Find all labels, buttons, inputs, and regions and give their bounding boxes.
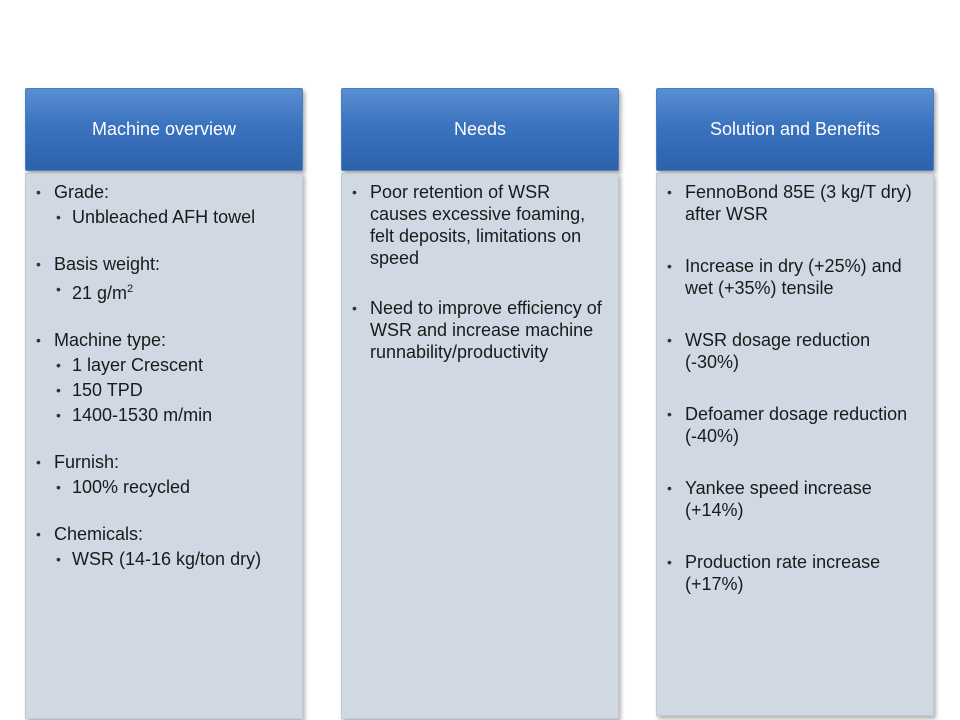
- bullet-icon: •: [667, 406, 672, 422]
- sub-item-text: 1400-1530 m/min: [72, 405, 213, 425]
- list-item: [663, 403, 927, 447]
- column-header: Solution and Benefits: [656, 88, 934, 171]
- item-text: Basis weight:: [54, 254, 161, 274]
- item-text: Furnish:: [54, 452, 120, 472]
- bullet-list: [348, 181, 612, 363]
- bullet-icon: •: [56, 357, 61, 373]
- sub-list-item: [32, 354, 296, 376]
- sub-list-item: [32, 206, 296, 228]
- sub-list-item: [32, 548, 296, 570]
- bullet-icon: •: [56, 407, 61, 423]
- solution-benefits-column: [656, 88, 934, 594]
- bullet-icon: •: [352, 300, 357, 316]
- item-text: FennoBond 85E (3 kg/T dry) after WSR: [685, 182, 912, 224]
- bullet-icon: •: [36, 184, 41, 200]
- bullet-list: [663, 181, 927, 595]
- bullet-icon: •: [667, 554, 672, 570]
- column-body: [25, 173, 303, 719]
- bullet-icon: •: [56, 209, 61, 225]
- bullet-icon: •: [56, 382, 61, 398]
- sub-item-text: 100% recycled: [72, 477, 191, 497]
- item-text: Defoamer dosage reduction (-40%): [685, 404, 908, 446]
- bullet-icon: •: [56, 479, 61, 495]
- item-text: Yankee speed increase (+14%): [685, 478, 872, 520]
- bullet-icon: •: [352, 184, 357, 200]
- item-text: WSR dosage reduction (-30%): [685, 330, 871, 372]
- sub-item-text: 1 layer Crescent: [72, 355, 204, 375]
- bullet-list: [32, 181, 296, 570]
- item-text: Poor retention of WSR causes excessive foaming, felt deposits, limitations on speed: [370, 182, 586, 268]
- machine-overview-column: [25, 88, 303, 569]
- list-item: [348, 181, 612, 269]
- list-item: [32, 451, 296, 498]
- bullet-icon: •: [667, 258, 672, 274]
- needs-column: [341, 88, 619, 362]
- sub-item-text: 21 g/m: [72, 283, 128, 303]
- bullet-icon: •: [667, 184, 672, 200]
- bullet-icon: •: [667, 480, 672, 496]
- item-text: Grade:: [54, 182, 110, 202]
- bullet-icon: •: [36, 332, 41, 348]
- list-item: [663, 255, 927, 299]
- item-text: Chemicals:: [54, 524, 144, 544]
- list-item: [32, 523, 296, 570]
- sub-item-text: 150 TPD: [72, 380, 143, 400]
- list-item: [348, 297, 612, 363]
- bullet-icon: •: [667, 332, 672, 348]
- unit-exponent: 2: [127, 283, 134, 295]
- list-item: [663, 477, 927, 521]
- item-text: Increase in dry (+25%) and wet (+35%) tensile: [685, 256, 902, 298]
- bullet-icon: •: [36, 526, 41, 542]
- bullet-icon: •: [36, 454, 41, 470]
- sub-list-item: [32, 278, 296, 304]
- list-item: [32, 329, 296, 426]
- item-text: Machine type:: [54, 330, 167, 350]
- item-text: Production rate increase (+17%): [685, 552, 881, 594]
- list-item: [663, 551, 927, 595]
- sub-item-text: Unbleached AFH towel: [72, 207, 256, 227]
- column-body: [656, 173, 934, 716]
- item-text: Need to improve efficiency of WSR and increase machine runnability/productivity: [370, 298, 602, 362]
- sub-list-item: [32, 379, 296, 401]
- column-header: Machine overview: [25, 88, 303, 171]
- bullet-icon: •: [56, 281, 61, 297]
- column-body: [341, 173, 619, 719]
- list-item: [663, 181, 927, 225]
- bullet-icon: •: [56, 551, 61, 567]
- column-header: Needs: [341, 88, 619, 171]
- sub-item-text: WSR (14-16 kg/ton dry): [72, 549, 262, 569]
- bullet-icon: •: [36, 256, 41, 272]
- list-item: [663, 329, 927, 373]
- list-item: [32, 181, 296, 228]
- list-item: [32, 253, 296, 304]
- sub-list-item: [32, 476, 296, 498]
- sub-list-item: [32, 404, 296, 426]
